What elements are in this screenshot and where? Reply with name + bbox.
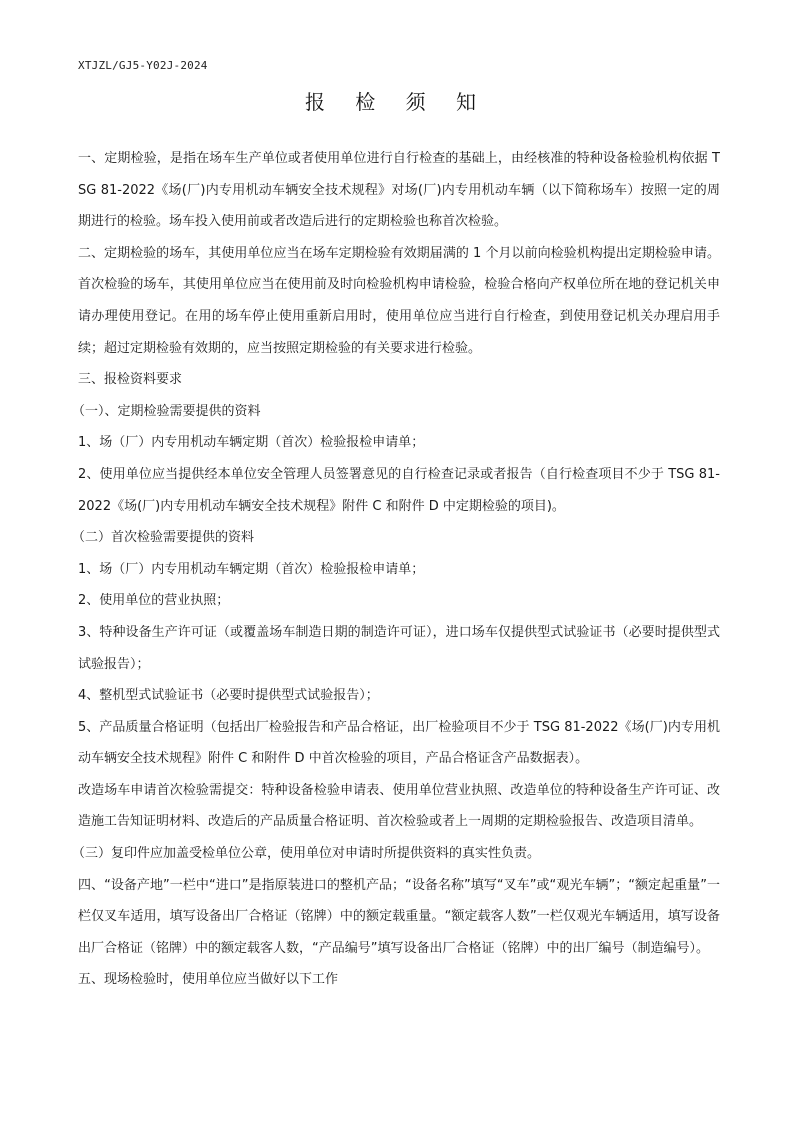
paragraph-modification: 改造场车申请首次检验需提交：特种设备检验申请表、使用单位营业执照、改造单位的特种设备生产许可证、改造施工告知证明材料、改造后的产品质量合格证明、首次检验或者上一周期的定期检验报告、改造项目清单。 [78, 782, 720, 830]
list-item: 3、特种设备生产许可证（或覆盖场车制造日期的制造许可证），进口场车仅提供型式试验证书（必要时提供型式试验报告）； [78, 624, 720, 672]
document-code: XTJZL/GJ5-Y02J-2024 [78, 59, 208, 72]
list-item: 2、使用单位应当提供经本单位安全管理人员签署意见的自行检查记录或者报告（自行检查项目不少于 TSG 81-2022《场(厂)内专用机动车辆安全技术规程》附件 C 和附件 D 中定期检验的项目)。 [78, 466, 720, 514]
section-heading-materials: 三、报检资料要求 [78, 372, 183, 388]
list-item: 4、整机型式试验证书（必要时提供型式试验报告）； [78, 688, 379, 704]
paragraph-periodic-inspection-definition: 一、定期检验，是指在场车生产单位或者使用单位进行自行检查的基础上，由经核准的特种设备检验机构依据 TSG 81-2022《场(厂)内专用机动车辆安全技术规程》对场(厂)内专用机动车辆（以下简称场车）按照一定的周期进行的检验。场车投入使用前或者改造后进行的定期检验也称首次检验。 [78, 151, 720, 230]
paragraph-onsite-inspection: 五、现场检验时，使用单位应当做好以下工作 [78, 972, 339, 988]
list-item: 2、使用单位的营业执照； [78, 593, 230, 609]
paragraph-inspection-application: 二、定期检验的场车，其使用单位应当在场车定期检验有效期届满的 1 个月以前向检验机构提出定期检验申请。首次检验的场车，其使用单位应当在使用前及时向检验机构申请检验，检验合格向产权单位所在地的登记机关申请办理使用登记。在用的场车停止使用重新启用时，使用单位应当进行自行检查，到使用登记机关办理启用手续；超过定期检验有效期的，应当按照定期检验的有关要求进行检验。 [78, 245, 720, 356]
document-body [72, 143, 720, 996]
page-title: 报 检 须 知 [304, 90, 489, 114]
paragraph-form-fields: 四、“设备产地”一栏中“进口”是指原装进口的整机产品；“设备名称”填写“叉车”或“观光车辆”；“额定起重量”一栏仅叉车适用，填写设备出厂合格证（铭牌）中的额定载重量。“额定载客人数”一栏仅观光车辆适用，填写设备出厂合格证（铭牌）中的额定载客人数，“产品编号”填写设备出厂合格证（铭牌）中的出厂编号（制造编号）。 [78, 877, 720, 956]
list-item: 5、产品质量合格证明（包括出厂检验报告和产品合格证，出厂检验项目不少于 TSG 81-2022《场(厂)内专用机动车辆安全技术规程》附件 C 和附件 D 中首次检验的项目，产品合格证含产品数据表）。 [78, 719, 720, 767]
subsection-heading-first: （二）首次检验需要提供的资料 [72, 530, 255, 546]
list-item: 1、场（厂）内专用机动车辆定期（首次）检验报检申请单； [78, 435, 425, 451]
list-item: 1、场（厂）内专用机动车辆定期（首次）检验报检申请单； [78, 561, 425, 577]
subsection-heading-periodic: （一）、定期检验需要提供的资料 [72, 403, 261, 419]
subsection-heading-copies: （三）复印件应加盖受检单位公章，使用单位对申请时所提供资料的真实性负责。 [72, 846, 541, 862]
